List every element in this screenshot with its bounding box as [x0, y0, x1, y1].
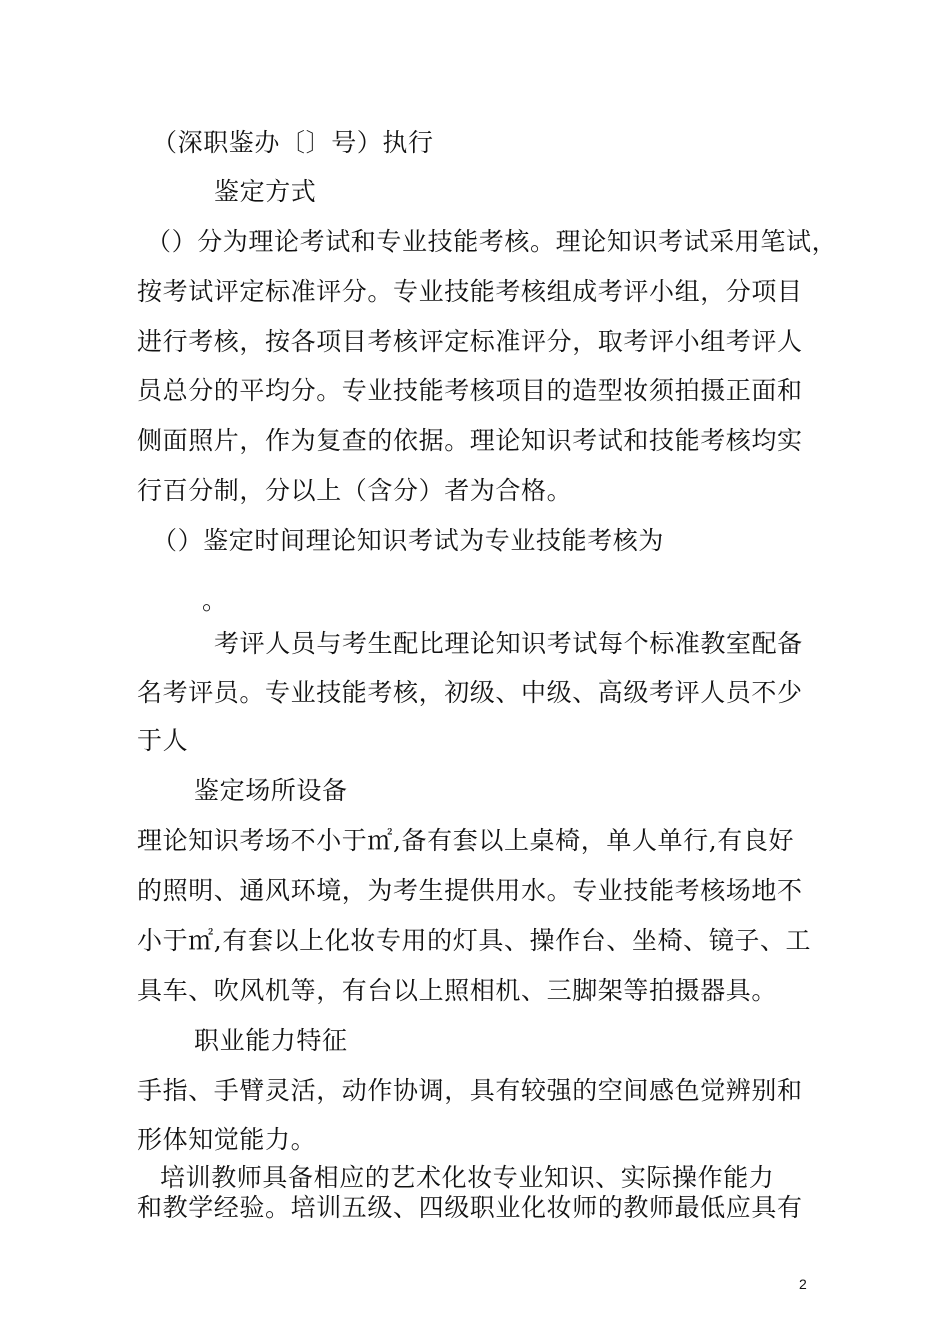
- text-line: 的照明、通风环境，为考生提供用水。专业技能考核场地不: [137, 876, 803, 905]
- page-number: 2: [799, 1276, 807, 1292]
- text-line: 进行考核，按各项目考核评定标准评分，取考评小组考评人: [137, 327, 803, 356]
- text-line: 员总分的平均分。专业技能考核项目的造型妆须拍摄正面和: [137, 376, 803, 405]
- text-line: 小于㎡,有套以上化妆专用的灯具、操作台、坐椅、镜子、工: [137, 926, 812, 955]
- section-heading: 鉴定场所设备: [194, 776, 348, 805]
- section-heading: 职业能力特征: [194, 1026, 348, 1055]
- text-line: 具车、吹风机等，有台以上照相机、三脚架等拍摄器具。: [137, 976, 778, 1005]
- text-line: 理论知识考场不小于㎡,备有套以上桌椅，单人单行,有良好: [137, 826, 795, 855]
- text-line: （深职鉴办〔〕号）执行: [152, 128, 434, 157]
- text-line: 侧面照片，作为复查的依据。理论知识考试和技能考核均实: [137, 426, 803, 455]
- text-line: 名考评员。专业技能考核，初级、中级、高级考评人员不少: [137, 678, 803, 707]
- text-line: （）鉴定时间理论知识考试为专业技能考核为: [152, 526, 665, 555]
- section-heading: 鉴定方式: [214, 177, 317, 206]
- text-line: （）分为理论考试和专业技能考核。理论知识考试采用笔试，: [146, 227, 838, 256]
- text-line: 按考试评定标准评分。专业技能考核组成考评小组，分项目: [137, 277, 803, 306]
- text-line: 。: [202, 586, 228, 615]
- text-line: 于人: [137, 726, 189, 755]
- text-line: 形体知觉能力。: [137, 1125, 317, 1154]
- text-line: 培训教师具备相应的艺术化妆专业知识、实际操作能力: [160, 1163, 775, 1192]
- text-line: 行百分制，分以上（含分）者为合格。: [137, 476, 573, 505]
- text-line: 和教学经验。培训五级、四级职业化妆师的教师最低应具有: [137, 1193, 803, 1222]
- text-line: 手指、手臂灵活，动作协调，具有较强的空间感色觉辨别和: [137, 1076, 803, 1105]
- text-line: 考评人员与考生配比理论知识考试每个标准教室配备: [214, 629, 803, 658]
